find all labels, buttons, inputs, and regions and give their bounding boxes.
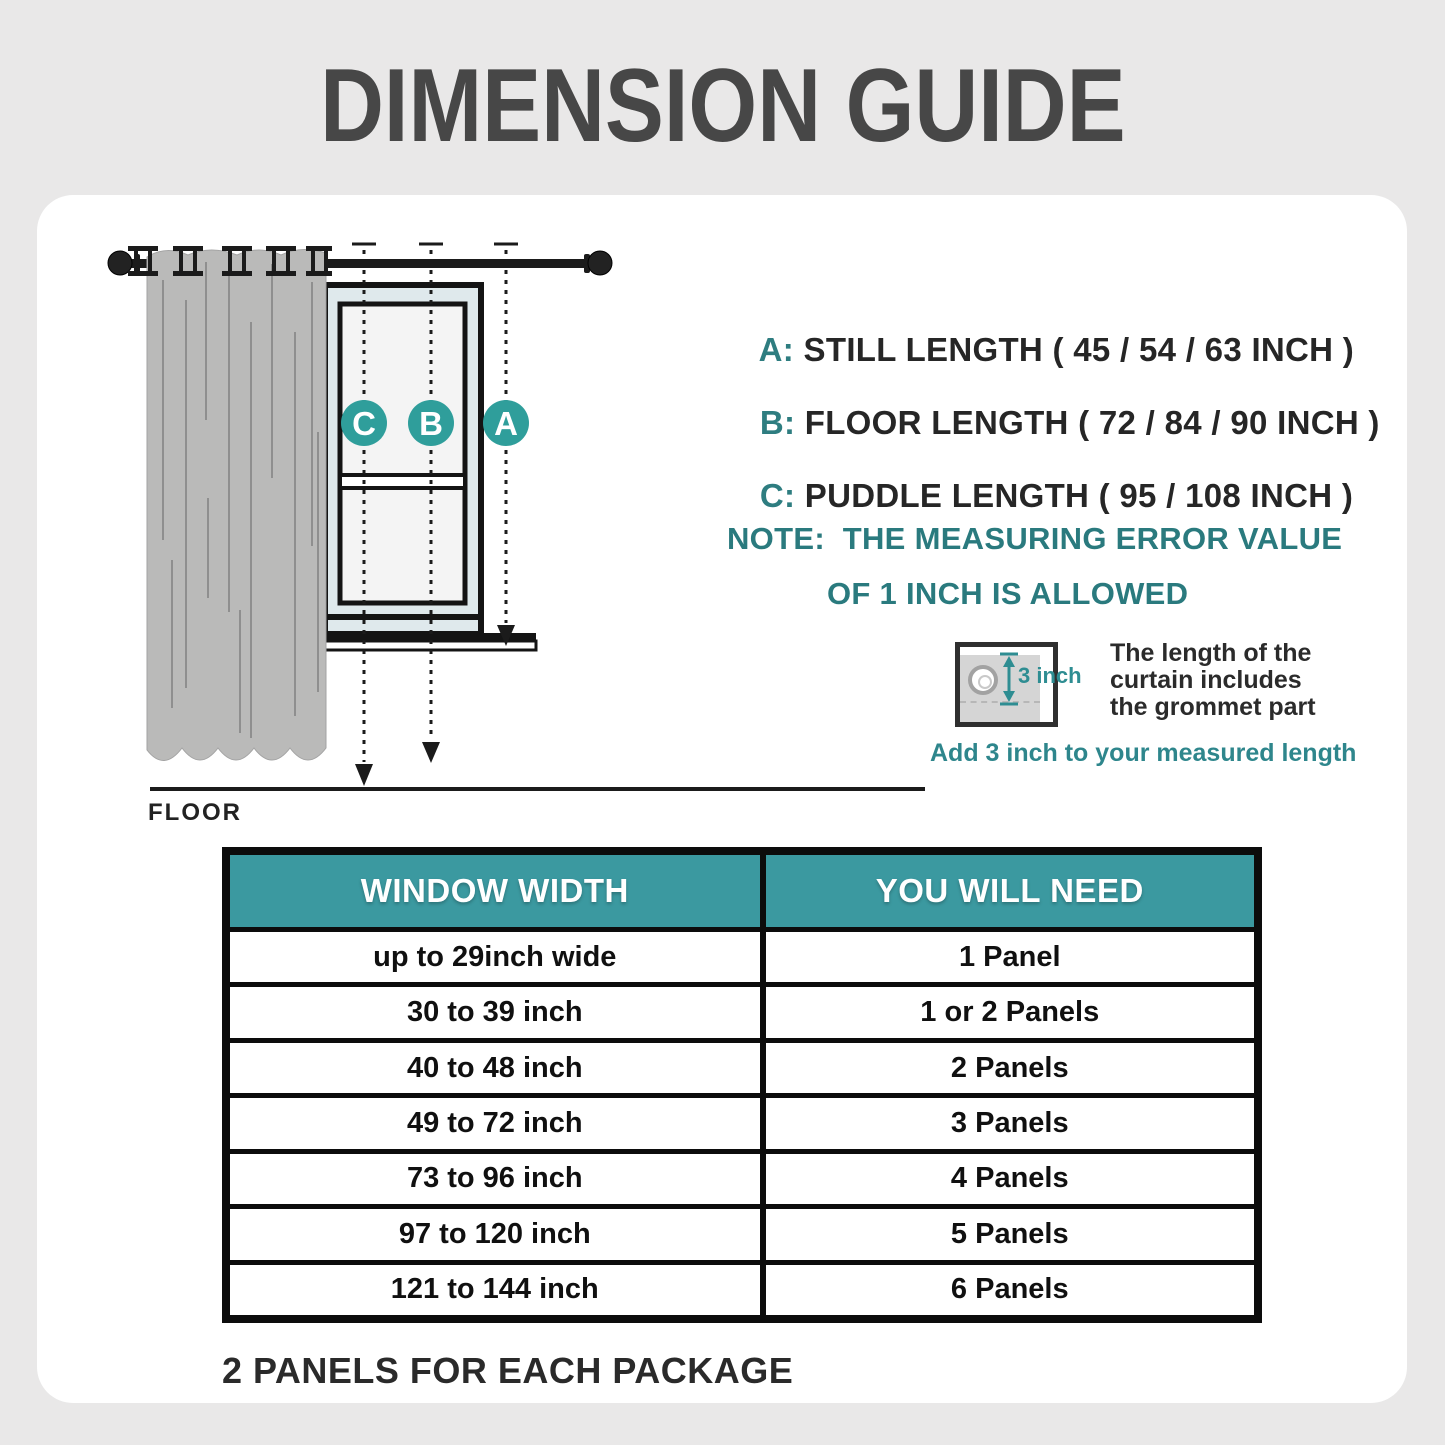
window-width-cell: 121 to 144 inch <box>230 1265 766 1315</box>
panels-needed-cell: 6 Panels <box>950 1273 1069 1306</box>
window-width-cell: 73 to 96 inch <box>230 1154 766 1204</box>
panels-needed-cell: 3 Panels <box>950 1106 1069 1139</box>
length-a-text: STILL LENGTH ( 45 / 54 / 63 INCH ) <box>794 331 1355 368</box>
grommet-hole-icon <box>978 675 992 689</box>
length-c-text: PUDDLE LENGTH ( 95 / 108 INCH ) <box>795 477 1354 514</box>
badge-b: B <box>419 405 443 442</box>
package-footnote: 2 PANELS FOR EACH PACKAGE <box>222 1350 794 1391</box>
curtain-panel-icon <box>147 249 326 760</box>
length-b-prefix: B: <box>759 404 796 441</box>
table-row <box>230 1038 1254 1093</box>
panel-count-table <box>222 847 1262 1323</box>
table-row <box>230 982 1254 1037</box>
length-a-prefix: A: <box>758 331 795 368</box>
length-c-prefix: C: <box>759 477 796 514</box>
panels-needed-cell: 2 Panels <box>950 1051 1069 1084</box>
window-width-cell: up to 29inch wide <box>230 932 766 982</box>
grommet-description <box>1110 640 1316 721</box>
panels-needed-cell: 4 Panels <box>950 1162 1069 1195</box>
grommet-measure-label: 3 inch <box>1018 663 1082 688</box>
table-header-row <box>230 855 1254 927</box>
grommet-detail-box <box>955 642 1082 727</box>
window-width-cell: 97 to 120 inch <box>230 1209 766 1259</box>
badge-c: C <box>352 405 376 442</box>
table-row <box>230 1260 1254 1315</box>
window-width-cell: 30 to 39 inch <box>230 987 766 1037</box>
table-row <box>230 1093 1254 1148</box>
floor-label: FLOOR <box>148 799 242 826</box>
page-title: DIMENSION GUIDE <box>319 48 1126 164</box>
grommet-description-line3: the grommet part <box>1110 693 1316 721</box>
grommet-tip: Add 3 inch to your measured length <box>930 739 1357 767</box>
table-header-window-width: WINDOW WIDTH <box>230 855 766 927</box>
table-row <box>230 1204 1254 1259</box>
note-line-2: OF 1 INCH IS ALLOWED <box>827 576 1189 611</box>
window-width-cell: 49 to 72 inch <box>230 1098 766 1148</box>
grommet-description-line1: The length of the <box>1110 639 1312 667</box>
note-line-1: NOTE: THE MEASURING ERROR VALUE <box>727 521 1343 556</box>
window-icon <box>318 285 536 650</box>
panels-needed-cell: 1 or 2 Panels <box>920 996 1100 1029</box>
grommet-ring-icon <box>968 665 998 695</box>
table-row <box>230 927 1254 982</box>
panels-needed-cell: 5 Panels <box>950 1217 1069 1250</box>
badge-a: A <box>494 405 518 442</box>
grommet-description-line2: curtain includes <box>1110 666 1302 694</box>
window-width-cell: 40 to 48 inch <box>230 1043 766 1093</box>
table-row <box>230 1149 1254 1204</box>
length-b-text: FLOOR LENGTH ( 72 / 84 / 90 INCH ) <box>795 404 1380 441</box>
panels-needed-cell: 1 Panel <box>958 940 1061 973</box>
measure-arrow-icon <box>998 652 1020 706</box>
table-header-you-will-need: YOU WILL NEED <box>766 855 1254 927</box>
length-badges <box>341 400 529 446</box>
